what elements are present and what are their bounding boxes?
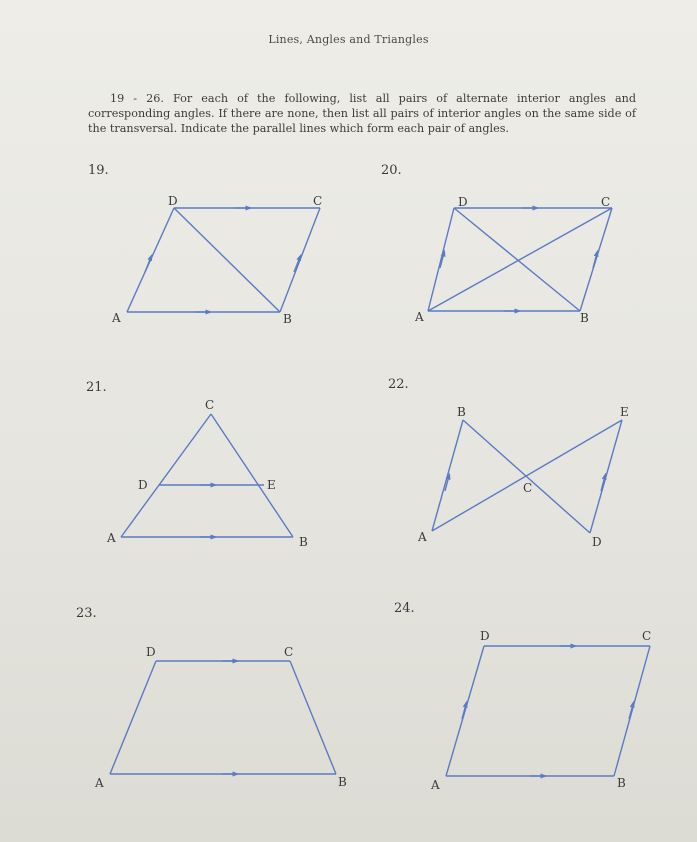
vertex-label-d: D <box>146 645 156 659</box>
diagonal-db <box>174 208 280 312</box>
segment-cb <box>280 208 320 312</box>
problem-range: 19 - 26. <box>110 92 164 105</box>
segment-ed <box>590 420 622 533</box>
vertex-label-b: B <box>617 776 626 790</box>
segment-cb <box>211 414 293 537</box>
figure-20 <box>414 195 612 325</box>
vertex-label-b: B <box>283 312 292 326</box>
vertex-label-a: A <box>95 776 104 790</box>
problem-number-20: 20. <box>381 163 402 178</box>
vertex-label-a: A <box>107 531 116 545</box>
parallel-arrow-icon <box>294 257 300 272</box>
segment-ad <box>110 661 156 774</box>
figure-22 <box>417 405 629 549</box>
figure-21 <box>106 398 308 549</box>
segment-ad <box>446 646 484 776</box>
problem-number-23: 23. <box>76 606 97 621</box>
segment-cb <box>614 646 650 776</box>
vertex-label-b: B <box>338 775 347 789</box>
vertex-label-c: C <box>601 195 611 209</box>
vertex-label-a: A <box>418 530 427 544</box>
vertex-label-c: C <box>284 645 294 659</box>
vertex-label-c: C <box>313 194 323 208</box>
vertex-label-a: A <box>415 310 424 324</box>
vertex-label-e: E <box>267 478 276 492</box>
problem-number-21: 21. <box>86 380 107 395</box>
figure-24 <box>430 629 651 792</box>
vertex-label-c: C <box>642 629 652 643</box>
vertex-label-b: B <box>299 535 308 549</box>
vertex-label-c: C <box>523 481 533 495</box>
vertex-label-b: B <box>580 311 589 325</box>
vertex-label-a: A <box>112 311 121 325</box>
parallel-arrow-icon <box>145 257 151 272</box>
vertex-label-d: D <box>138 478 148 492</box>
vertex-label-b: B <box>457 405 466 419</box>
page-header: Lines, Angles and Triangles <box>268 33 429 46</box>
vertex-label-d: D <box>592 535 602 549</box>
diagonal-db <box>454 208 580 311</box>
vertex-label-e: E <box>620 405 629 419</box>
problem-number-24: 24. <box>394 601 415 616</box>
segment-ad <box>428 208 454 311</box>
vertex-label-d: D <box>458 195 468 209</box>
vertex-label-d: D <box>480 629 490 643</box>
problem-number-22: 22. <box>388 377 409 392</box>
vertex-label-c: C <box>205 398 215 412</box>
segment-ae <box>432 420 622 531</box>
segment-cb <box>290 661 336 774</box>
vertex-label-d: D <box>168 194 178 208</box>
segment-ab <box>432 420 463 531</box>
segment-ac <box>121 414 211 537</box>
instructions-text: For each of the following, list all pairs of alternate interior angles and corresponding angles. If there are none, then list all pairs of interior angles on the same side of the transversal. Indicate the parallel lines which form each pair of angles. <box>88 92 636 135</box>
figure-19 <box>111 194 322 326</box>
vertex-label-a: A <box>431 778 440 792</box>
problem-number-19: 19. <box>88 163 109 178</box>
figure-23 <box>94 645 347 790</box>
